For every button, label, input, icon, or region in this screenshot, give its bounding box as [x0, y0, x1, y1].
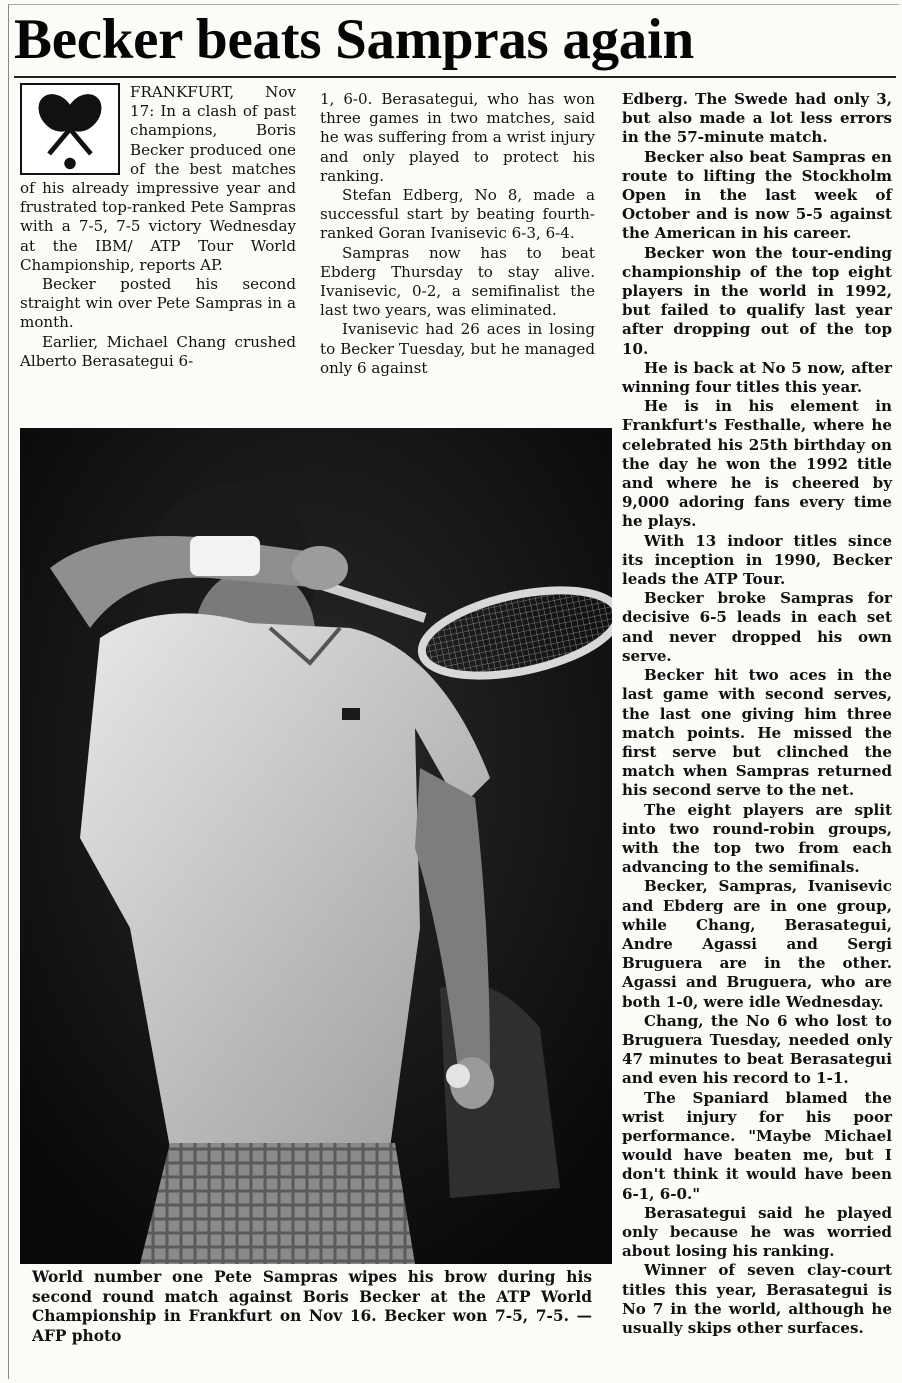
column-1 — [20, 83, 296, 371]
paragraph: Stefan Edberg, No 8, made a successful start by beating fourth-ranked Goran Ivanisevic 6-3, 6-4. — [320, 186, 595, 243]
paragraph: Berasategui said he played only because he was worried about losing his ranking. — [622, 1203, 892, 1261]
headline: Becker beats Sampras again — [14, 8, 694, 71]
paragraph: Edberg. The Swede had only 3, but also made a lot less errors in the 57-minute match. — [622, 90, 892, 147]
paragraph: 1, 6-0. Berasategui, who has won three games in two matches, said he was suffering from a wrist injury and only played to protect his ranking. — [320, 90, 595, 185]
paragraph: Becker broke Sampras for decisive 6-5 leads in each set and never dropped his own serve. — [622, 589, 892, 665]
paragraph: He is back at No 5 now, after winning four titles this year. — [622, 358, 892, 397]
crossed-tennis-rackets-icon — [20, 83, 120, 175]
photo-caption: World number one Pete Sampras wipes his brow during his second round match against Boris Becker at the ATP World Championship in Frankfurt on Nov 16. Becker won 7-5, 7-5. — AFP photo — [32, 1268, 592, 1345]
paragraph: Becker won the tour-ending championship of the top eight players in the world in 1992, but failed to qualify last year after dropping out of the top 10. — [622, 243, 892, 358]
tennis-player-photo — [20, 428, 612, 1264]
column-2 — [320, 90, 595, 378]
paragraph: With 13 indoor titles since its inception in 1990, Becker leads the ATP Tour. — [622, 531, 892, 589]
paragraph: The Spaniard blamed the wrist injury for his poor performance. "Maybe Michael would have beaten me, but I don't think it would have been 6-1, 6-0." — [622, 1088, 892, 1203]
paragraph: Becker hit two aces in the last game with second serves, the last one giving him three match points. He missed the first serve but clinched the match when Sampras returned his second serve to the net. — [622, 666, 892, 800]
headline-rule — [14, 76, 896, 78]
paragraph: Ivanisevic had 26 aces in losing to Becker Tuesday, but he managed only 6 against — [320, 320, 595, 377]
paragraph: Becker also beat Sampras en route to lifting the Stockholm Open in the last week of October and is now 5-5 against the American in his career. — [622, 147, 892, 243]
paragraph: Becker, Sampras, Ivanisevic and Ebderg are in one group, while Chang, Berasategui, Andre Agassi and Sergi Bruguera are in the other. Agassi and Bruguera, who are both 1-0, were idle Wednesday. — [622, 877, 892, 1011]
paragraph: Sampras now has to beat Ebderg Thursday to stay alive. Ivanisevic, 0-2, a semifinalist the last two years, was eliminated. — [320, 243, 595, 320]
paragraph: Chang, the No 6 who lost to Bruguera Tuesday, needed only 47 minutes to beat Berasategui and even his record to 1-1. — [622, 1011, 892, 1088]
paragraph: Earlier, Michael Chang crushed Alberto Berasategui 6- — [20, 332, 296, 370]
paragraph: Winner of seven clay-court titles this year, Berasategui is No 7 in the world, although he usually skips other surfaces. — [622, 1261, 892, 1337]
paragraph: Becker posted his second straight win over Pete Sampras in a month. — [20, 275, 296, 332]
paragraph: He is in his element in Frankfurt's Festhalle, where he celebrated his 25th birthday on the day he won the 1992 title and where he is cheered by 9,000 adoring fans every time he plays. — [622, 397, 892, 531]
column-3 — [622, 90, 892, 1338]
paragraph: FRANKFURT, Nov 17: In a clash of past champions, Boris Becker produced one of the best matches of his already impressive year and frustrated top-ranked Pete Sampras with a 7-5, 7-5 victory Wednesday at the IBM/ ATP Tour World Championship, reports AP. — [20, 83, 296, 274]
paragraph: The eight players are split into two round-robin groups, with the top two from each advancing to the semifinals. — [622, 800, 892, 877]
